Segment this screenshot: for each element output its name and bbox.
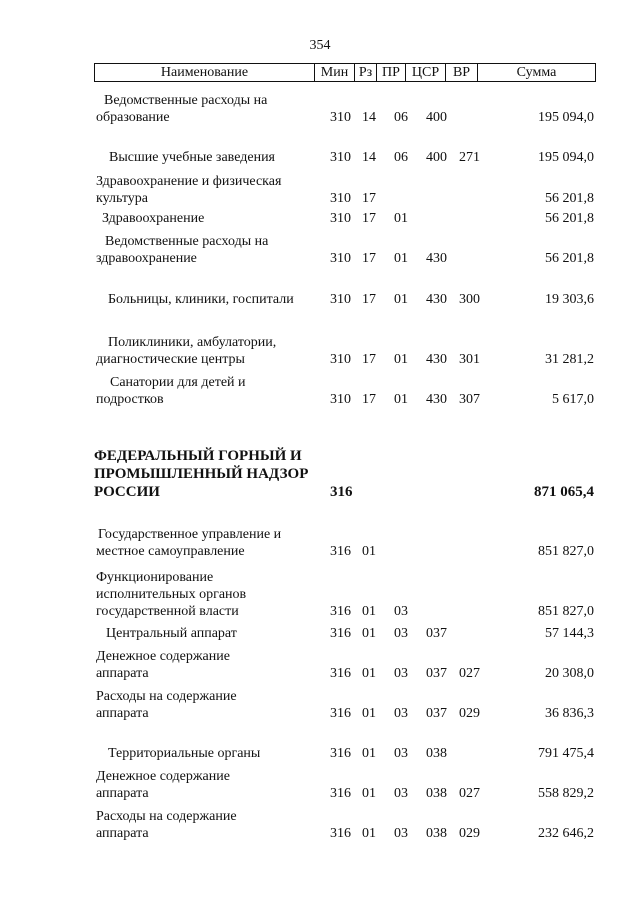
header-csr: ЦСР xyxy=(405,64,445,81)
cell-rz: 01 xyxy=(362,826,376,841)
row-name-line: диагностические центры xyxy=(96,352,245,367)
row-name xyxy=(108,745,260,762)
cell-rz: 01 xyxy=(362,706,376,721)
header-min: Мин xyxy=(314,64,354,81)
cell-sum: 851 827,0 xyxy=(538,604,594,619)
cell-rz: 17 xyxy=(362,211,376,226)
cell-sum: 195 094,0 xyxy=(538,110,594,125)
cell-pr: 03 xyxy=(394,706,408,721)
row-name-line: подростков xyxy=(96,392,164,407)
cell-rz: 17 xyxy=(362,251,376,266)
cell-sum: 5 617,0 xyxy=(552,392,594,407)
table-row-bolnitsy xyxy=(0,291,640,308)
row-name-line: ФЕДЕРАЛЬНЫЙ ГОРНЫЙ И xyxy=(94,448,302,464)
header-pr: ПР xyxy=(376,64,405,81)
row-name-line: Территориальные органы xyxy=(108,746,261,761)
cell-csr: 430 xyxy=(426,352,447,367)
row-name xyxy=(96,334,277,368)
cell-min: 316 xyxy=(330,484,353,500)
cell-sum: 56 201,8 xyxy=(545,211,594,226)
row-name-line: Высшие учебные заведения xyxy=(109,150,275,165)
cell-pr: 01 xyxy=(394,251,408,266)
cell-sum: 851 827,0 xyxy=(538,544,594,559)
table-row-polikliniki xyxy=(0,334,640,368)
cell-csr: 037 xyxy=(426,666,447,681)
cell-rz: 14 xyxy=(362,110,376,125)
cell-pr: 01 xyxy=(394,352,408,367)
cell-min: 310 xyxy=(330,251,351,266)
cell-min: 316 xyxy=(330,746,351,761)
cell-min: 316 xyxy=(330,626,351,641)
cell-vr: 029 xyxy=(459,706,480,721)
row-name xyxy=(96,808,237,842)
row-name-line: образование xyxy=(96,110,170,125)
cell-pr: 06 xyxy=(394,110,408,125)
cell-pr: 03 xyxy=(394,666,408,681)
cell-min: 310 xyxy=(330,211,351,226)
cell-rz: 17 xyxy=(362,292,376,307)
header-name: Наименование xyxy=(160,65,249,80)
row-name xyxy=(94,447,308,501)
cell-csr: 037 xyxy=(426,706,447,721)
cell-rz: 01 xyxy=(362,666,376,681)
cell-sum: 31 281,2 xyxy=(545,352,594,367)
table-row-vedomstvennye-zdravookhranenie xyxy=(0,233,640,267)
cell-vr: 300 xyxy=(459,292,480,307)
row-name xyxy=(108,291,294,308)
cell-csr: 038 xyxy=(426,786,447,801)
cell-pr: 03 xyxy=(394,786,408,801)
cell-rz: 01 xyxy=(362,604,376,619)
cell-min: 310 xyxy=(330,110,351,125)
cell-rz: 17 xyxy=(362,352,376,367)
cell-pr: 03 xyxy=(394,604,408,619)
table-row-zdravookhranenie xyxy=(0,210,640,227)
cell-rz: 17 xyxy=(362,191,376,206)
row-name xyxy=(96,233,269,267)
cell-sum: 57 144,3 xyxy=(545,626,594,641)
cell-csr: 038 xyxy=(426,826,447,841)
row-name-line: РОССИИ xyxy=(94,484,160,500)
row-name-line: аппарата xyxy=(96,786,149,801)
cell-vr: 027 xyxy=(459,786,480,801)
cell-pr: 06 xyxy=(394,150,408,165)
row-name-line: Функционирование xyxy=(96,570,214,585)
cell-min: 310 xyxy=(330,150,351,165)
row-name-line: Санатории для детей и xyxy=(110,375,246,390)
row-name-line: Ведомственные расходы на xyxy=(104,93,268,108)
row-name-line: местное самоуправление xyxy=(96,544,245,559)
table-row-raskhody-soderzhanie-037 xyxy=(0,688,640,722)
row-name-line: Поликлиники, амбулатории, xyxy=(108,335,277,350)
cell-sum: 19 303,6 xyxy=(545,292,594,307)
cell-pr: 01 xyxy=(394,292,408,307)
table-row-zdravookhranenie-kultura xyxy=(0,173,640,207)
row-name-line: государственной власти xyxy=(96,604,239,619)
cell-min: 310 xyxy=(330,292,351,307)
row-name xyxy=(96,374,246,408)
row-name xyxy=(106,625,237,642)
table-row-gos-upravlenie xyxy=(0,526,640,560)
row-name-line: Здравоохранение и физическая xyxy=(96,174,282,189)
cell-sum: 56 201,8 xyxy=(545,251,594,266)
cell-sum: 195 094,0 xyxy=(538,150,594,165)
table-row-tsentralny-apparat xyxy=(0,625,640,642)
row-name xyxy=(102,210,204,227)
cell-pr: 01 xyxy=(394,392,408,407)
table-row-raskhody-soderzhanie-038 xyxy=(0,808,640,842)
row-name xyxy=(109,149,275,166)
cell-sum: 791 475,4 xyxy=(538,746,594,761)
table-row-vedomstvennye-obrazovanie xyxy=(0,92,640,126)
cell-csr: 430 xyxy=(426,292,447,307)
cell-min: 316 xyxy=(330,666,351,681)
table-row-federal-nadzor xyxy=(0,447,640,501)
cell-sum: 871 065,4 xyxy=(534,484,594,500)
cell-csr: 400 xyxy=(426,150,447,165)
header-rz: Рз xyxy=(354,64,376,81)
row-name-line: Здравоохранение xyxy=(102,211,205,226)
row-name-line: здравоохранение xyxy=(96,251,197,266)
cell-min: 310 xyxy=(330,352,351,367)
row-name-line: Больницы, клиники, госпитали xyxy=(108,292,294,307)
row-name-line: Расходы на содержание xyxy=(96,809,237,824)
cell-min: 310 xyxy=(330,191,351,206)
row-name xyxy=(96,173,281,207)
cell-rz: 14 xyxy=(362,150,376,165)
cell-min: 316 xyxy=(330,826,351,841)
cell-pr: 01 xyxy=(394,211,408,226)
cell-vr: 271 xyxy=(459,150,480,165)
cell-min: 316 xyxy=(330,786,351,801)
cell-rz: 17 xyxy=(362,392,376,407)
cell-vr: 301 xyxy=(459,352,480,367)
row-name xyxy=(96,92,268,126)
row-name xyxy=(96,569,246,620)
cell-sum: 20 308,0 xyxy=(545,666,594,681)
row-name xyxy=(96,768,230,802)
row-name xyxy=(98,526,281,560)
cell-rz: 01 xyxy=(362,786,376,801)
row-name-line: Государственное управление и xyxy=(98,527,282,542)
cell-csr: 430 xyxy=(426,251,447,266)
row-name xyxy=(96,648,230,682)
cell-csr: 037 xyxy=(426,626,447,641)
row-name-line: аппарата xyxy=(96,666,149,681)
cell-vr: 029 xyxy=(459,826,480,841)
cell-min: 310 xyxy=(330,392,351,407)
cell-sum: 232 646,2 xyxy=(538,826,594,841)
row-name-line: исполнительных органов xyxy=(96,587,247,602)
cell-rz: 01 xyxy=(362,746,376,761)
cell-csr: 430 xyxy=(426,392,447,407)
table-row-territorialnye-organy xyxy=(0,745,640,762)
row-name-line: ПРОМЫШЛЕННЫЙ НАДЗОР xyxy=(94,466,309,482)
table-row-vysshie-zavedeniya xyxy=(0,149,640,166)
cell-pr: 03 xyxy=(394,826,408,841)
row-name-line: аппарата xyxy=(96,706,149,721)
cell-pr: 03 xyxy=(394,626,408,641)
header-vr: ВР xyxy=(445,64,477,81)
cell-rz: 01 xyxy=(362,626,376,641)
page-number: 354 xyxy=(309,38,331,53)
cell-vr: 307 xyxy=(459,392,480,407)
table-row-sanatorii xyxy=(0,374,640,408)
row-name-line: культура xyxy=(96,191,148,206)
row-name-line: Денежное содержание xyxy=(96,769,230,784)
row-name-line: аппарата xyxy=(96,826,149,841)
cell-min: 316 xyxy=(330,706,351,721)
cell-min: 316 xyxy=(330,544,351,559)
cell-csr: 038 xyxy=(426,746,447,761)
row-name-line: Денежное содержание xyxy=(96,649,230,664)
table-row-funktsionirovanie xyxy=(0,569,640,620)
header-sum: Сумма xyxy=(477,64,595,81)
cell-sum: 558 829,2 xyxy=(538,786,594,801)
cell-pr: 03 xyxy=(394,746,408,761)
row-name-line: Расходы на содержание xyxy=(96,689,237,704)
cell-min: 316 xyxy=(330,604,351,619)
table-row-denezhnoe-soderzhanie-038 xyxy=(0,768,640,802)
row-name-line: Ведомственные расходы на xyxy=(105,234,269,249)
cell-rz: 01 xyxy=(362,544,376,559)
table-header xyxy=(94,63,596,82)
cell-sum: 56 201,8 xyxy=(545,191,594,206)
cell-sum: 36 836,3 xyxy=(545,706,594,721)
cell-vr: 027 xyxy=(459,666,480,681)
table-row-denezhnoe-soderzhanie-037 xyxy=(0,648,640,682)
row-name xyxy=(96,688,237,722)
cell-csr: 400 xyxy=(426,110,447,125)
row-name-line: Центральный аппарат xyxy=(106,626,237,641)
